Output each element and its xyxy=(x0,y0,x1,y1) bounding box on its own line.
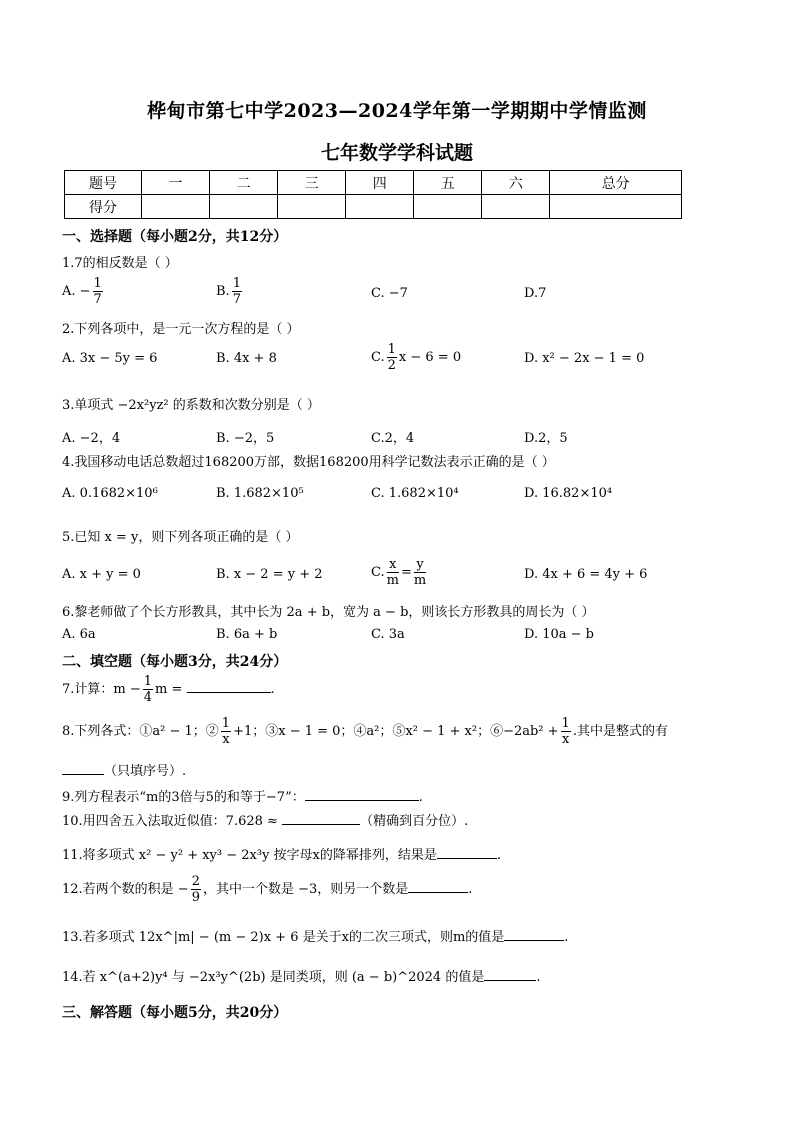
score-cell[interactable] xyxy=(482,195,550,219)
question-3-option-c: C.2，4 xyxy=(371,431,415,446)
question-11: 11.将多项式 x² − y² + xy³ − 2x³y 按字母x的降幂排列，结果是 . xyxy=(62,848,502,863)
answer-blank[interactable] xyxy=(62,762,104,775)
section-heading-fill: 二、填空题（每小题3分，共24分） xyxy=(62,654,288,670)
question-4-stem: 4.我国移动电话总数超过168200万部，数据168200用科学记数法表示正确的是（ ） xyxy=(62,455,555,470)
question-5-option-d: D. 4x + 6 = 4y + 6 xyxy=(524,567,648,582)
score-cell[interactable] xyxy=(414,195,482,219)
score-cell[interactable] xyxy=(142,195,210,219)
question-6-stem: 6.黎老师做了个长方形教具，其中长为 2a + b，宽为 a − b，则该长方形教具的周长为（ ） xyxy=(62,605,595,620)
score-header-cell: 二 xyxy=(210,171,278,195)
exam-subtitle: 七年数学学科试题 xyxy=(320,142,473,164)
score-table-header-row xyxy=(65,171,682,195)
question-5-option-c: C. $\frac{x}{m}$ = $\frac{y}{m}$ xyxy=(371,557,427,588)
question-3-option-d: D.2，5 xyxy=(524,431,568,446)
question-4-option-a: A. 0.1682×10⁶ xyxy=(62,486,158,501)
answer-blank[interactable] xyxy=(282,812,360,825)
answer-blank[interactable] xyxy=(504,928,564,941)
score-header-cell: 一 xyxy=(142,171,210,195)
score-cell[interactable] xyxy=(346,195,414,219)
question-6-option-c: C. 3a xyxy=(371,627,405,642)
question-1-option-d: D.7 xyxy=(524,286,547,301)
exam-title: 桦甸市第七中学2023—2024学年第一学期期中学情监测 xyxy=(147,100,647,122)
question-3-option-b: B. −2，5 xyxy=(216,431,275,446)
question-3-option-a: A. −2，4 xyxy=(62,431,121,446)
question-10: 10.用四舍五入法取近似值：7.628 ≈ （精确到百分位）. xyxy=(62,814,469,829)
question-1-stem: 1.7的相反数是（ ） xyxy=(62,256,178,271)
question-9: 9.列方程表示“m的3倍与5的和等于−7”： . xyxy=(62,790,423,805)
score-header-cell: 五 xyxy=(414,171,482,195)
question-1-option-a: A. − $\frac{1}{7}$ xyxy=(62,276,102,307)
question-4-option-c: C. 1.682×10⁴ xyxy=(371,486,459,501)
question-2-option-a: A. 3x − 5y = 6 xyxy=(62,351,158,366)
question-13: 13.若多项式 12x^|m| − (m − 2)x + 6 是关于x的二次三项式，则m的值是 . xyxy=(62,930,569,945)
score-header-cell: 总分 xyxy=(550,171,682,195)
question-1-option-b: B. $\frac{1}{7}$ xyxy=(216,276,241,307)
question-7: 7.计算：m − $\frac{1}{4}$ m = . xyxy=(62,674,275,705)
score-cell[interactable] xyxy=(210,195,278,219)
question-3-stem: 3.单项式 −2x²yz² 的系数和次数分别是（ ） xyxy=(62,398,320,413)
question-2-option-b: B. 4x + 8 xyxy=(216,351,277,366)
question-8-continued: （只填序号）. xyxy=(62,760,186,779)
question-6-option-a: A. 6a xyxy=(62,627,96,642)
score-header-cell: 四 xyxy=(346,171,414,195)
question-4-option-d: D. 16.82×10⁴ xyxy=(524,486,613,501)
score-header-cell: 六 xyxy=(482,171,550,195)
section-heading-solve: 三、解答题（每小题5分，共20分） xyxy=(62,1005,288,1021)
question-2-option-c: C. $\frac{1}{2}$ x − 6 = 0 xyxy=(371,342,462,373)
question-12: 12.若两个数的积是 − $\frac{2}{9}$ ，其中一个数是 −3，则另一个数是 . xyxy=(62,874,473,905)
question-6-option-d: D. 10a − b xyxy=(524,627,594,642)
question-6-option-b: B. 6a + b xyxy=(216,627,278,642)
answer-blank[interactable] xyxy=(484,968,536,981)
score-header-cell: 三 xyxy=(278,171,346,195)
section-heading-choice: 一、选择题（每小题2分，共12分） xyxy=(62,229,288,245)
question-2-stem: 2.下列各项中，是一元一次方程的是（ ） xyxy=(62,322,300,337)
answer-blank[interactable] xyxy=(408,880,468,893)
score-header-cell: 题号 xyxy=(65,171,142,195)
answer-blank[interactable] xyxy=(437,846,497,859)
question-4-option-b: B. 1.682×10⁵ xyxy=(216,486,304,501)
question-8: 8.下列各式：①a² − 1；② $\frac{1}{x}$ +1；③x − 1 = 0；④a²；⑤x² − 1 + x²；⑥−2ab² + $\frac{1}{x}$ .其中是整式的有 xyxy=(62,716,668,747)
question-5-stem: 5.已知 x = y，则下列各项正确的是（ ） xyxy=(62,530,299,545)
answer-blank[interactable] xyxy=(305,788,419,801)
question-14: 14.若 x^(a+2)y⁴ 与 −2x³y^(2b) 是同类项，则 (a − b)^2024 的值是 . xyxy=(62,970,541,985)
score-cell[interactable] xyxy=(278,195,346,219)
question-1-option-c: C. −7 xyxy=(371,286,408,301)
score-table-score-row xyxy=(65,195,682,219)
question-5-option-b: B. x − 2 = y + 2 xyxy=(216,567,323,582)
question-5-option-a: A. x + y = 0 xyxy=(62,567,141,582)
score-cell[interactable] xyxy=(550,195,682,219)
answer-blank[interactable] xyxy=(187,680,271,693)
question-2-option-d: D. x² − 2x − 1 = 0 xyxy=(524,351,645,366)
score-row-label: 得分 xyxy=(65,195,142,219)
score-table xyxy=(64,170,682,219)
